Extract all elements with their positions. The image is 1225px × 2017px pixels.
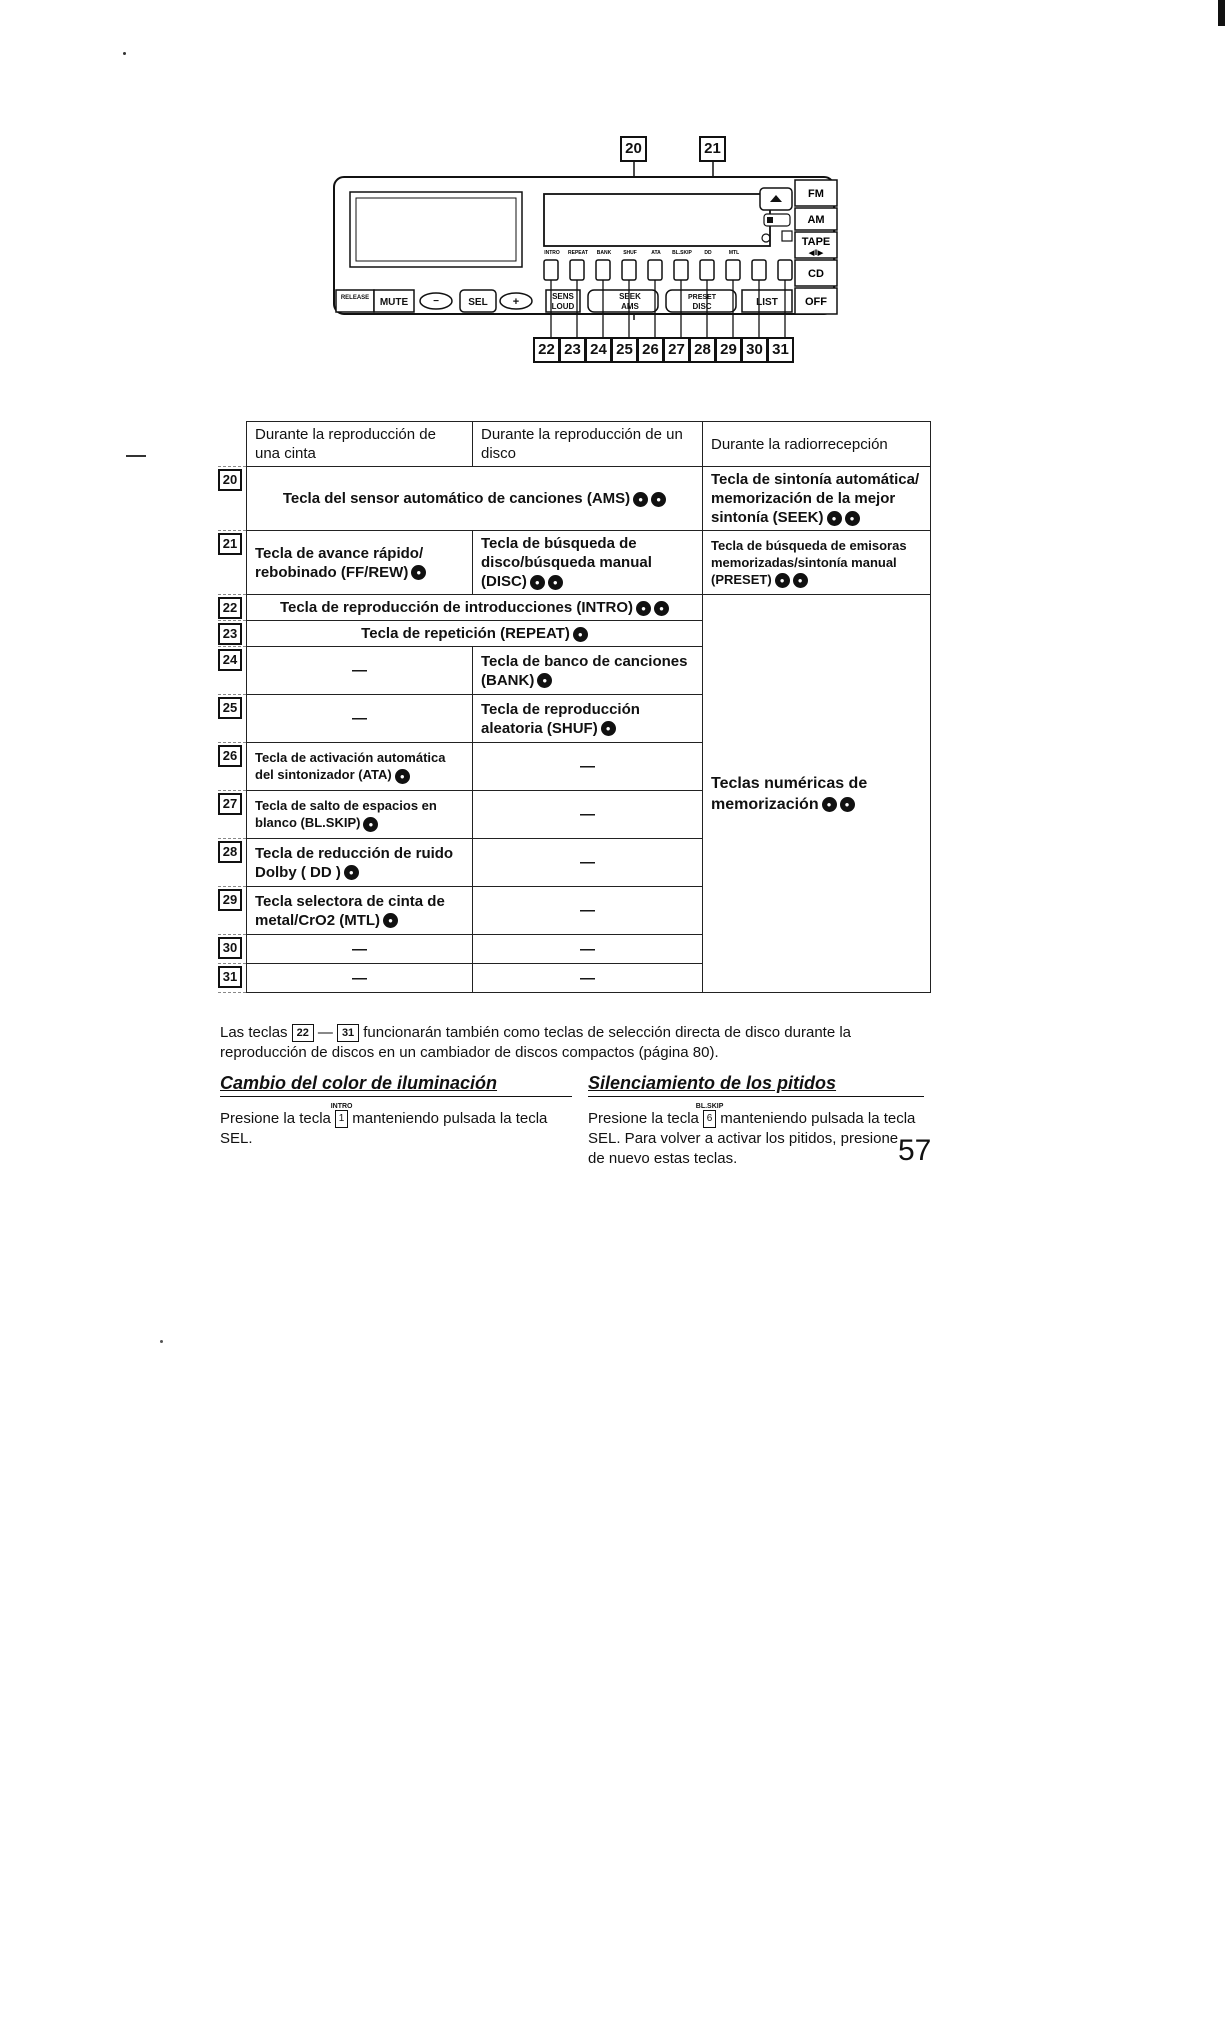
row-number: 24: [218, 649, 242, 671]
cell-disc: Tecla de reproducción aleatoria (SHUF) ●: [473, 695, 703, 743]
blskip-key: BL.SKIP 6: [703, 1110, 716, 1128]
cell-tape: —: [247, 964, 473, 993]
marker-25: 25: [611, 337, 638, 363]
table-row: [218, 531, 931, 595]
preset-button[interactable]: PRESET: [687, 294, 717, 301]
svg-text:◀‖▶: ◀‖▶: [808, 250, 824, 257]
page-number: 57: [898, 1134, 932, 1167]
label-bank: BANK: [596, 250, 612, 256]
row-number: 20: [218, 469, 242, 491]
marker-20: 20: [620, 136, 647, 162]
disc-button[interactable]: DISC: [692, 302, 712, 311]
cd-button[interactable]: CD: [808, 268, 824, 280]
cell-tape: —: [247, 935, 473, 964]
cell-tape: —: [247, 695, 473, 743]
header-radio: Durante la radiorrecepción: [703, 422, 931, 467]
row-number: 26: [218, 745, 242, 767]
row-number: 28: [218, 841, 242, 863]
release-button[interactable]: RELEASE: [340, 295, 370, 301]
scan-mark: [1218, 0, 1225, 26]
cell-tape: Tecla selectora de cinta de metal/CrO2 (MTL) ●: [247, 887, 473, 935]
cell-disc: —: [473, 839, 703, 887]
sel-button[interactable]: SEL: [468, 297, 488, 308]
scan-dot: [160, 1340, 163, 1343]
cell-disc: —: [473, 935, 703, 964]
label-ata: ATA: [651, 250, 661, 256]
mute-button[interactable]: MUTE: [379, 297, 409, 308]
intro-key: INTRO 1: [335, 1110, 348, 1128]
fm-button[interactable]: FM: [808, 188, 824, 200]
loud-button[interactable]: LOUD: [551, 302, 575, 311]
row-number: 23: [218, 623, 242, 645]
cell-shared: Tecla del sensor automático de canciones (AMS) ● ●: [247, 467, 703, 531]
table-header-row: [218, 422, 931, 467]
cell-radio: Tecla de búsqueda de emisoras memorizadas/sintonía manual (PRESET) ● ●: [703, 531, 931, 595]
section-title: Silenciamiento de los pitidos: [588, 1073, 837, 1093]
svg-text:+: +: [512, 296, 520, 308]
table-row: [218, 467, 931, 531]
row-number: 21: [218, 533, 242, 555]
cell-tape: Tecla de reducción de ruido Dolby ( DD ) ●: [247, 839, 473, 887]
seek-button[interactable]: SEEK: [619, 292, 641, 301]
label-blskip: BL.SKIP: [672, 250, 692, 256]
scan-dot: [123, 52, 126, 55]
cell-radio-numeric: Teclas numéricas de memorización ● ●: [703, 595, 931, 993]
cell-tape: Tecla de activación automática del sintonizador (ATA) ●: [247, 743, 473, 791]
row-number: 29: [218, 889, 242, 911]
section-illumination: [220, 1073, 572, 1149]
marker-31: 31: [767, 337, 794, 363]
cell-radio: Tecla de sintonía automática/ memorización de la mejor sintonía (SEEK) ● ●: [703, 467, 931, 531]
section-title: Cambio del color de iluminación: [220, 1073, 498, 1093]
svg-text:−: −: [433, 296, 439, 307]
header-tape: Durante la reproducción de una cinta: [247, 422, 473, 467]
am-button[interactable]: AM: [807, 214, 825, 226]
row-number: 30: [218, 937, 242, 959]
row-number: 22: [218, 597, 242, 619]
marker-29: 29: [715, 337, 742, 363]
cell-tape: Tecla de salto de espacios en blanco (BL.SKIP) ●: [247, 791, 473, 839]
cell-disc: —: [473, 964, 703, 993]
marker-27: 27: [663, 337, 690, 363]
cell-shared: Tecla de reproducción de introducciones (INTRO) ● ●: [247, 595, 703, 621]
label-dd: DD: [704, 250, 712, 256]
cell-disc: —: [473, 887, 703, 935]
scan-mark: [126, 455, 146, 457]
label-repeat: REPEAT: [568, 250, 588, 256]
marker-23: 23: [559, 337, 586, 363]
note-key-to: 31: [337, 1024, 359, 1042]
row-number: 27: [218, 793, 242, 815]
function-table: [218, 421, 931, 993]
section-beeps: [588, 1073, 924, 1169]
table-row: [218, 595, 931, 621]
cell-shared: Tecla de repetición (REPEAT) ●: [247, 621, 703, 647]
cell-disc: Tecla de búsqueda de disco/búsqueda manual (DISC) ● ●: [473, 531, 703, 595]
marker-26: 26: [637, 337, 664, 363]
cell-tape: Tecla de avance rápido/ rebobinado (FF/REW) ●: [247, 531, 473, 595]
cell-disc: —: [473, 791, 703, 839]
header-disc: Durante la reproducción de un disco: [473, 422, 703, 467]
tape-button[interactable]: TAPE: [801, 236, 831, 248]
cell-disc: Tecla de banco de canciones (BANK) ●: [473, 647, 703, 695]
note-paragraph: Las teclas 22 — 31 funcionarán también como teclas de selección directa de disco durante la reproducción de discos en un cambiador de discos compactos (página 80).: [220, 1024, 852, 1061]
marker-28: 28: [689, 337, 716, 363]
label-mtl: MTL: [728, 250, 740, 256]
off-button[interactable]: OFF: [805, 296, 827, 308]
section-text: Presione la tecla INTRO 1 manteniendo pulsada la tecla SEL.: [220, 1103, 548, 1147]
marker-21: 21: [699, 136, 726, 162]
row-number: 25: [218, 697, 242, 719]
label-intro: INTRO: [544, 250, 560, 256]
row-number: 31: [218, 966, 242, 988]
list-button[interactable]: LIST: [756, 297, 778, 308]
cell-disc: —: [473, 743, 703, 791]
note-key-from: 22: [292, 1024, 314, 1042]
label-shuf: SHUF: [623, 250, 637, 256]
car-stereo-diagram: [330, 130, 840, 360]
sens-button[interactable]: SENS: [552, 292, 574, 301]
marker-24: 24: [585, 337, 612, 363]
ams-button[interactable]: AMS: [621, 302, 639, 311]
marker-30: 30: [741, 337, 768, 363]
marker-22: 22: [533, 337, 560, 363]
section-text: Presione la tecla BL.SKIP 6 manteniendo pulsada la tecla SEL. Para volver a activar los pitidos, presione de nuevo estas teclas.: [588, 1103, 916, 1167]
cell-tape: —: [247, 647, 473, 695]
